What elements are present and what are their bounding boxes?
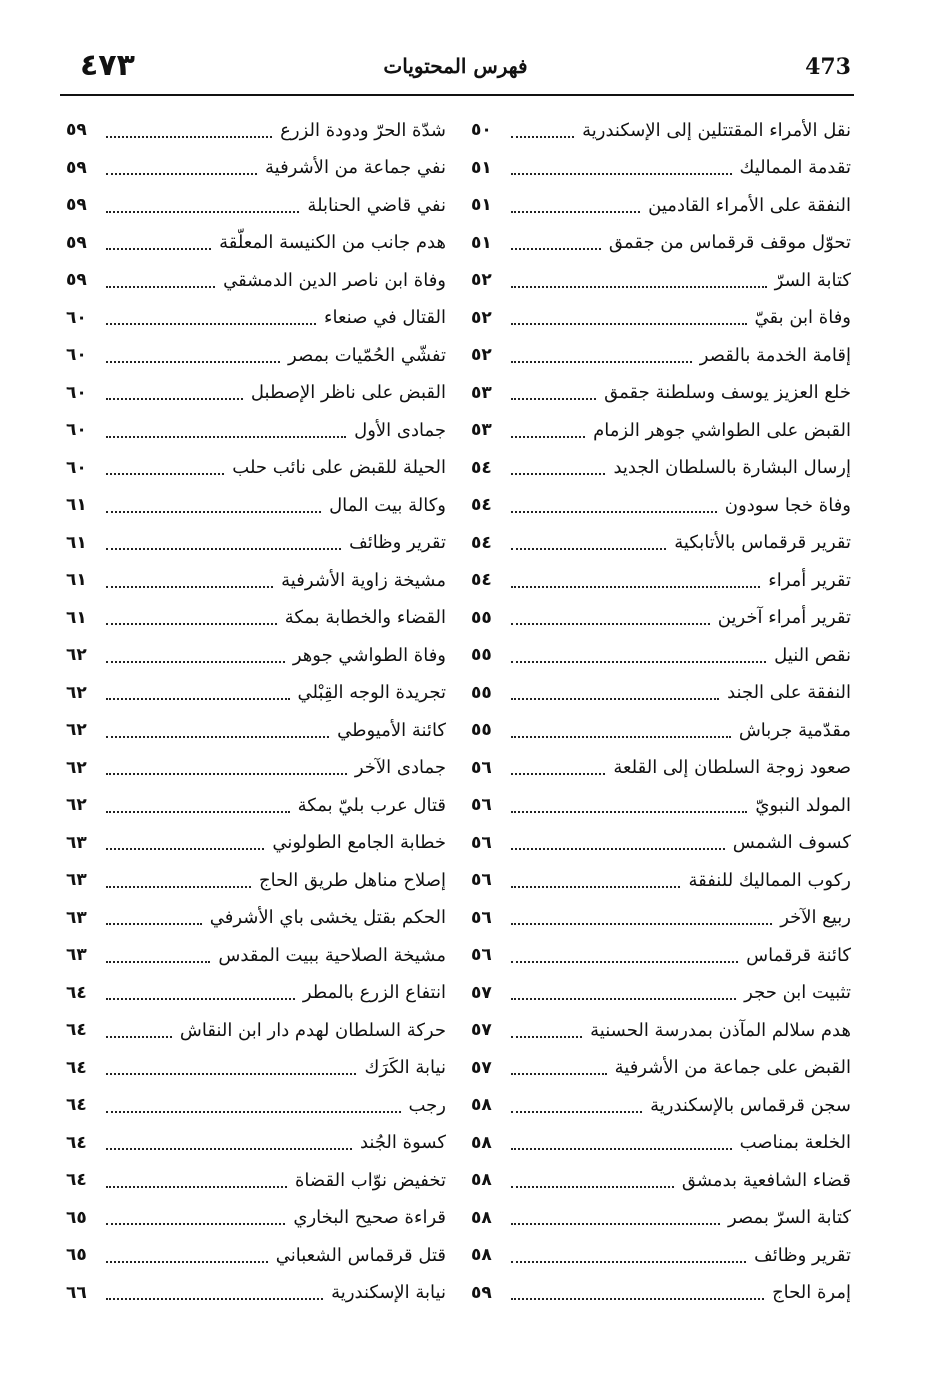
toc-entry — [471, 300, 851, 338]
dot-leader — [106, 1036, 172, 1038]
toc-entry — [471, 487, 851, 525]
toc-entry-title: تجريدة الوجه القِبْلي — [297, 682, 446, 704]
toc-entry-page: ٥٢ — [471, 345, 492, 366]
toc-entry — [471, 600, 851, 638]
dot-leader — [106, 1261, 268, 1263]
toc-entry-page: ٥٥ — [471, 682, 492, 703]
dot-leader — [106, 286, 215, 288]
toc-entry — [471, 1275, 851, 1313]
toc-entry — [66, 1275, 446, 1313]
toc-entry-page: ٥١ — [471, 157, 492, 178]
toc-entry — [471, 1050, 851, 1088]
dot-leader — [106, 173, 257, 175]
toc-entry-page: ٥٧ — [471, 1020, 492, 1041]
toc-entry-page: ٥٨ — [471, 1245, 492, 1266]
toc-entry-title: الحكم بقتل يخشى باي الأشرفي — [209, 907, 446, 929]
toc-entry-page: ٦٤ — [66, 982, 87, 1003]
toc-entry — [66, 262, 446, 300]
toc-entry-title: النفقة على الأمراء القادمين — [648, 194, 851, 216]
toc-entry-page: ٥٦ — [471, 907, 492, 928]
dot-leader — [511, 1073, 607, 1075]
toc-entry — [66, 937, 446, 975]
toc-entry-title: جمادى الآخر — [354, 757, 446, 779]
toc-entry — [66, 1162, 446, 1200]
dot-leader — [106, 1186, 287, 1188]
dot-leader — [106, 398, 243, 400]
toc-entry-title: وفاة خجا سودون — [724, 494, 851, 516]
toc-entry-title: تفشّي الحُمّيات بمصر — [288, 344, 446, 366]
toc-column-left — [66, 112, 446, 1312]
dot-leader — [106, 1073, 356, 1075]
toc-entry-page: ٥٢ — [471, 270, 492, 291]
dot-leader — [106, 961, 210, 963]
dot-leader — [106, 248, 211, 250]
toc-entry-title: وفاة ابن بقيّ — [754, 307, 851, 329]
toc-entry — [471, 1237, 851, 1275]
toc-entry-title: ركوب المماليك للنفقة — [688, 869, 851, 891]
toc-entry — [471, 1012, 851, 1050]
dot-leader — [511, 511, 717, 513]
dot-leader — [106, 1223, 285, 1225]
toc-entry-title: وفاة الطواشي جوهر — [292, 644, 446, 666]
toc-entry-title: تثبيت ابن حجر — [744, 982, 851, 1004]
toc-entry-page: ٦٥ — [66, 1245, 87, 1266]
toc-entry-page: ٥٣ — [471, 382, 492, 403]
toc-entry-title: خلع العزيز يوسف وسلطنة جقمق — [604, 382, 851, 404]
dot-leader — [106, 548, 341, 550]
header-rule — [60, 94, 854, 96]
toc-entry-page: ٥٧ — [471, 982, 492, 1003]
toc-entry-title: رجب — [408, 1094, 446, 1116]
toc-entry-page: ٥٩ — [66, 157, 87, 178]
toc-entry-page: ٦١ — [66, 570, 87, 591]
toc-entry-page: ٦٠ — [66, 457, 87, 478]
dot-leader — [511, 773, 605, 775]
dot-leader — [106, 661, 285, 663]
dot-leader — [106, 436, 346, 438]
dot-leader — [511, 886, 680, 888]
toc-entry — [66, 1237, 446, 1275]
dot-leader — [106, 848, 264, 850]
dot-leader — [511, 136, 574, 138]
dot-leader — [511, 961, 738, 963]
toc-entry-page: ٦٤ — [66, 1095, 87, 1116]
toc-entry — [471, 825, 851, 863]
dot-leader — [106, 1148, 352, 1150]
toc-entry-title: إرسال البشارة بالسلطان الجديد — [613, 457, 851, 479]
toc-entry-page: ٥٦ — [471, 757, 492, 778]
toc-entry-page: ٦٤ — [66, 1170, 87, 1191]
toc-entry — [471, 150, 851, 188]
toc-entry — [471, 750, 851, 788]
toc-entry-title: النفقة على الجند — [727, 682, 851, 704]
toc-entry-page: ٥٤ — [471, 457, 492, 478]
toc-entry-title: الحيلة للقبض على نائب حلب — [232, 457, 446, 479]
toc-entry-page: ٥٦ — [471, 832, 492, 853]
toc-entry — [66, 637, 446, 675]
toc-entry-title: نفي قاضي الحنابلة — [307, 194, 446, 216]
toc-entry — [66, 1050, 446, 1088]
dot-leader — [511, 848, 725, 850]
toc-entry-page: ٥٩ — [66, 270, 87, 291]
toc-entry-page: ٦٠ — [66, 382, 87, 403]
toc-entry-title: هدم سلالم المآذن بمدرسة الحسنية — [590, 1019, 851, 1041]
page-number-latin: 473 — [805, 54, 851, 80]
toc-entry-title: كسوة الجُند — [359, 1132, 446, 1154]
toc-entry-page: ٥٢ — [471, 307, 492, 328]
dot-leader — [511, 998, 736, 1000]
toc-entry-title: نيابة الإسكندرية — [331, 1282, 446, 1304]
toc-entry — [66, 900, 446, 938]
toc-entry — [66, 1125, 446, 1163]
toc-entry-title: هدم جانب من الكنيسة المعلّقة — [219, 232, 446, 254]
dot-leader — [511, 361, 692, 363]
toc-entry-page: ٦٢ — [66, 682, 87, 703]
toc-entry — [66, 375, 446, 413]
toc-entry-title: القتال في صنعاء — [324, 307, 446, 329]
toc-entry-title: نفي جماعة من الأشرفية — [264, 157, 446, 179]
toc-entry-page: ٥٩ — [471, 1282, 492, 1303]
dot-leader — [511, 473, 605, 475]
toc-entry-page: ٥٤ — [471, 532, 492, 553]
dot-leader — [511, 923, 772, 925]
toc-entry-page: ٥٦ — [471, 795, 492, 816]
toc-entry — [66, 787, 446, 825]
toc-entry-page: ٦٣ — [66, 870, 87, 891]
toc-entry-page: ٦١ — [66, 495, 87, 516]
toc-entry — [66, 712, 446, 750]
toc-entry — [471, 862, 851, 900]
toc-entry-title: تقرير أمراء آخرين — [717, 607, 851, 629]
toc-entry-title: الخلعة بمناصب — [739, 1132, 851, 1154]
dot-leader — [511, 1148, 732, 1150]
toc-entry-page: ٦٢ — [66, 645, 87, 666]
toc-entry-page: ٥٨ — [471, 1207, 492, 1228]
dot-leader — [106, 736, 329, 738]
toc-entry — [471, 337, 851, 375]
toc-entry-page: ٦٠ — [66, 345, 87, 366]
toc-entry-title: القضاء والخطابة بمكة — [284, 607, 446, 629]
toc-entry-title: قضاء الشافعية بدمشق — [681, 1169, 851, 1191]
toc-entry-title: تخفيض نوّاب القضاة — [294, 1169, 446, 1191]
toc-entry-page: ٥٨ — [471, 1132, 492, 1153]
toc-entry-page: ٥١ — [471, 195, 492, 216]
running-title: فهرس المحتويات — [383, 54, 528, 78]
toc-entry-page: ٦٥ — [66, 1207, 87, 1228]
toc-entry-page: ٥١ — [471, 232, 492, 253]
toc-entry — [471, 637, 851, 675]
dot-leader — [511, 811, 747, 813]
toc-entry-page: ٥٨ — [471, 1095, 492, 1116]
toc-entry-page: ٥٩ — [66, 195, 87, 216]
toc-entry-title: نقل الأمراء المقتتلين إلى الإسكندرية — [582, 119, 851, 141]
toc-entry — [471, 112, 851, 150]
toc-entry-title: كتابة السرّ بمصر — [727, 1207, 851, 1229]
dot-leader — [511, 211, 640, 213]
page-number-arabic: ٤٧٣ — [80, 48, 135, 83]
dot-leader — [106, 623, 277, 625]
dot-leader — [511, 398, 596, 400]
toc-entry — [66, 562, 446, 600]
toc-entry-title: تقرير وظائف — [754, 1244, 851, 1266]
toc-entry-page: ٥٣ — [471, 420, 492, 441]
toc-entry — [66, 825, 446, 863]
toc-entry — [66, 225, 446, 263]
toc-entry-page: ٦٤ — [66, 1132, 87, 1153]
toc-entry — [66, 450, 446, 488]
toc-entry-page: ٦١ — [66, 607, 87, 628]
toc-entry-page: ٥٧ — [471, 1057, 492, 1078]
page-header — [60, 48, 851, 92]
toc-entry-page: ٦٤ — [66, 1020, 87, 1041]
toc-entry-page: ٥٠ — [471, 120, 492, 141]
toc-entry-page: ٦٠ — [66, 307, 87, 328]
dot-leader — [511, 1223, 720, 1225]
toc-entry-title: القبض على جماعة من الأشرفية — [614, 1057, 851, 1079]
toc-entry-title: صعود زوجة السلطان إلى القلعة — [613, 757, 851, 779]
toc-entry — [66, 750, 446, 788]
toc-entry — [66, 525, 446, 563]
toc-entry-page: ٥٥ — [471, 645, 492, 666]
toc-entry-page: ٦٢ — [66, 757, 87, 778]
toc-entry-title: تقرير قرقماس بالأتابكية — [674, 532, 851, 554]
toc-entry — [471, 1162, 851, 1200]
toc-entry-title: المولد النبويّ — [755, 794, 851, 816]
dot-leader — [511, 661, 766, 663]
dot-leader — [106, 1298, 323, 1300]
toc-entry — [471, 225, 851, 263]
toc-entry — [66, 1087, 446, 1125]
toc-entry-title: القبض على ناظر الإصطبل — [250, 382, 446, 404]
dot-leader — [511, 436, 585, 438]
toc-entry — [66, 337, 446, 375]
toc-entry — [471, 937, 851, 975]
dot-leader — [511, 248, 601, 250]
toc-entry-page: ٥٩ — [66, 120, 87, 141]
toc-entry-title: تقرير وظائف — [349, 532, 446, 554]
dot-leader — [511, 1186, 674, 1188]
toc-entry — [471, 1087, 851, 1125]
toc-entry-page: ٥٤ — [471, 570, 492, 591]
toc-entry-page: ٦٣ — [66, 832, 87, 853]
toc-entry-title: إصلاح مناهل طريق الحاج — [259, 869, 446, 891]
toc-entry-page: ٦٣ — [66, 945, 87, 966]
dot-leader — [511, 586, 760, 588]
dot-leader — [511, 1298, 764, 1300]
toc-entry — [66, 412, 446, 450]
toc-entry — [66, 187, 446, 225]
toc-entry — [66, 862, 446, 900]
dot-leader — [106, 773, 347, 775]
toc-entry-title: شدّة الحرّ ودودة الزرع — [280, 119, 446, 141]
dot-leader — [106, 136, 272, 138]
toc-entry — [471, 412, 851, 450]
toc-entry-page: ٦٢ — [66, 720, 87, 741]
toc-entry — [471, 375, 851, 413]
toc-entry-title: نقص النيل — [774, 644, 851, 666]
toc-entry-page: ٥٨ — [471, 1170, 492, 1191]
dot-leader — [511, 323, 747, 325]
toc-entry — [471, 675, 851, 713]
toc-entry-page: ٦١ — [66, 532, 87, 553]
dot-leader — [106, 323, 316, 325]
toc-column-right — [471, 112, 851, 1312]
toc-entry-title: وكالة بيت المال — [329, 494, 446, 516]
toc-entry-title: قراءة صحيح البخاري — [293, 1207, 446, 1229]
toc-entry-title: تقرير أمراء — [768, 569, 851, 591]
toc-entry-title: مشيخة الصلاحية ببيت المقدس — [218, 944, 446, 966]
toc-entry-title: خطابة الجامع الطولوني — [272, 832, 446, 854]
dot-leader — [511, 1036, 582, 1038]
toc-entry-title: قتال عرب بليّ بمكة — [297, 794, 446, 816]
toc-entry — [471, 900, 851, 938]
toc-entry-title: تقدمة المماليك — [739, 157, 851, 179]
dot-leader — [106, 998, 295, 1000]
toc-entry — [66, 975, 446, 1013]
toc-entry — [66, 1200, 446, 1238]
dot-leader — [511, 698, 719, 700]
toc-entry — [66, 150, 446, 188]
dot-leader — [511, 173, 732, 175]
toc-entry-title: إمرة الحاج — [772, 1282, 851, 1304]
toc-entry-page: ٥٦ — [471, 870, 492, 891]
dot-leader — [511, 623, 710, 625]
toc-entry — [471, 1125, 851, 1163]
toc-entry-title: كائنة الأميوطي — [337, 719, 446, 741]
dot-leader — [106, 923, 202, 925]
dot-leader — [106, 698, 290, 700]
toc-entry — [66, 487, 446, 525]
toc-entry-page: ٦٣ — [66, 907, 87, 928]
toc-entry-title: كائنة قرقماس — [746, 944, 851, 966]
toc-entry-title: القبض على الطواشي جوهر الزمام — [593, 419, 851, 441]
toc-entry-page: ٦٠ — [66, 420, 87, 441]
toc-entry-title: إقامة الخدمة بالقصر — [699, 344, 851, 366]
toc-entry — [66, 112, 446, 150]
toc-entry — [471, 262, 851, 300]
toc-entry-page: ٥٤ — [471, 495, 492, 516]
toc-entry — [66, 1012, 446, 1050]
toc-entry-page: ٦٤ — [66, 1057, 87, 1078]
toc-entry-title: مشيخة زاوية الأشرفية — [281, 569, 446, 591]
dot-leader — [106, 1111, 401, 1113]
toc-entry — [471, 1200, 851, 1238]
toc-entry — [471, 562, 851, 600]
dot-leader — [106, 211, 299, 213]
toc-entry-page: ٥٦ — [471, 945, 492, 966]
toc-entry-title: جمادى الأول — [354, 419, 446, 441]
dot-leader — [511, 286, 767, 288]
toc-entry-title: كسوف الشمس — [732, 832, 851, 854]
toc-entry — [471, 975, 851, 1013]
dot-leader — [511, 1261, 746, 1263]
dot-leader — [511, 1111, 642, 1113]
dot-leader — [511, 736, 731, 738]
toc-entry-page: ٦٦ — [66, 1282, 87, 1303]
dot-leader — [511, 548, 666, 550]
toc-entry-page: ٦٢ — [66, 795, 87, 816]
toc-entry-page: ٥٥ — [471, 720, 492, 741]
toc-entry — [471, 187, 851, 225]
dot-leader — [106, 361, 280, 363]
toc-entry-title: وفاة ابن ناصر الدين الدمشقي — [223, 269, 446, 291]
toc-entry-title: سجن قرقماس بالإسكندرية — [650, 1094, 851, 1116]
toc-entry-title: قتل قرقماس الشعباني — [275, 1244, 446, 1266]
toc-entry-page: ٥٩ — [66, 232, 87, 253]
toc-entry — [66, 675, 446, 713]
toc-entry-title: كتابة السرّ — [774, 269, 851, 291]
toc-entry — [471, 450, 851, 488]
toc-entry-page: ٥٥ — [471, 607, 492, 628]
toc-entry-title: نيابة الكَرَك — [364, 1057, 446, 1079]
dot-leader — [106, 511, 321, 513]
dot-leader — [106, 473, 224, 475]
toc-entry-title: مقدّمية جرباش — [738, 719, 851, 741]
toc-entry-title: تحوّل موقف قرقماس من جقمق — [608, 232, 851, 254]
toc-entry — [471, 787, 851, 825]
toc-entry — [471, 712, 851, 750]
toc-entry-title: ربيع الآخر — [780, 907, 851, 929]
dot-leader — [106, 586, 273, 588]
dot-leader — [106, 811, 290, 813]
toc-entry — [66, 600, 446, 638]
toc-entry-title: حركة السلطان لهدم دار ابن النقاش — [179, 1019, 446, 1041]
toc-entry — [66, 300, 446, 338]
toc-entry-title: انتفاع الزرع بالمطر — [302, 982, 446, 1004]
dot-leader — [106, 886, 251, 888]
toc-entry — [471, 525, 851, 563]
